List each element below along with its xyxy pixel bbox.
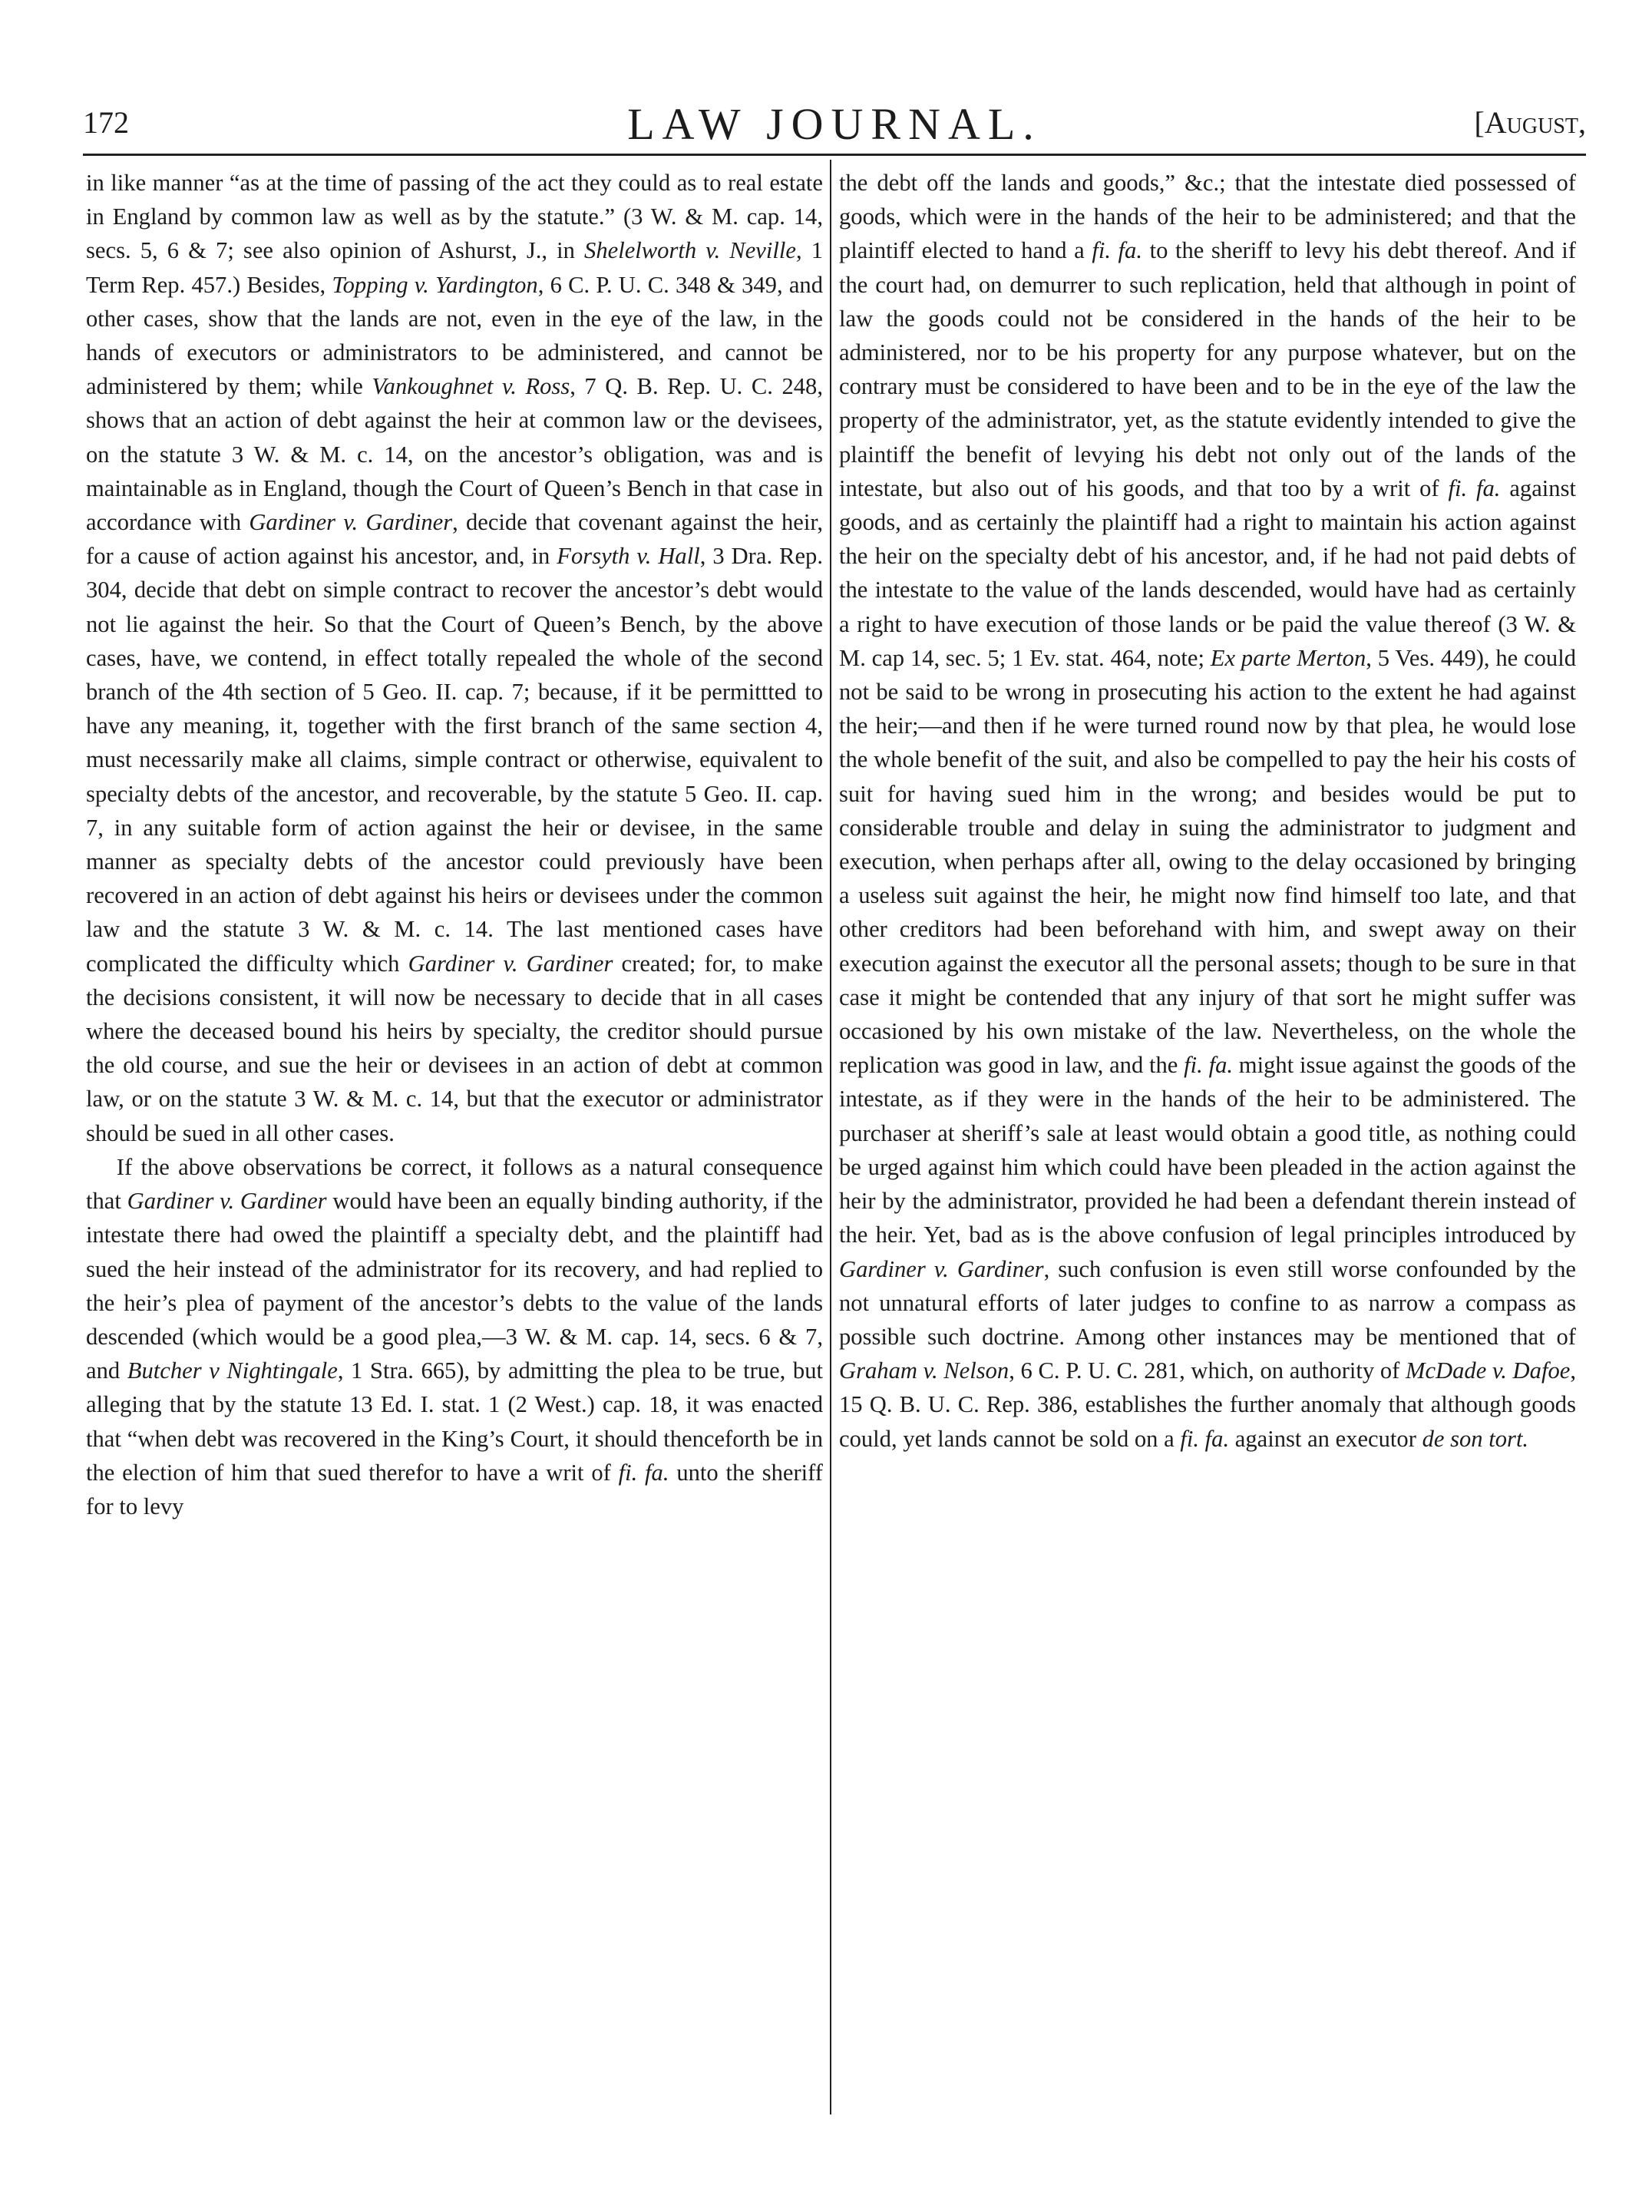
case-citation-text: Gardiner v. Gardiner — [249, 509, 453, 536]
case-citation-text: Butcher v Nightingale — [127, 1357, 338, 1384]
case-citation-text: Ex parte Merton — [1210, 644, 1366, 671]
case-citation-text: Shelelworth v. Neville — [584, 237, 796, 264]
body-text-run: unto the sheriff for to levy — [86, 1459, 823, 1519]
case-citation-text: Gardiner v. Gardiner — [839, 1255, 1044, 1282]
body-text-run: , 6 C. P. U. C. 348 & 349, and other cases, show that the lands are not, even in the eye of the law, in the hands of executors or administrators to be administered, and cannot be administered by them; while — [86, 271, 823, 400]
right-column — [839, 166, 1576, 2116]
page-number: 172 — [83, 105, 129, 140]
body-text-run: to the sheriff to levy his debt thereof. And if the court had, on demurrer to such replication, held that although in point of law the goods could not be considered in the hands of the heir to be administered, nor to be his property for any purpose whatever, but on the contrary must be considered to have been and to be in the eye of the law the property of the administrator, yet, as the statute evidently intended to give the plaintiff the benefit of levying his debt not only out of the lands of the intestate, but also out of his goods, and that too by a writ of — [839, 237, 1576, 501]
body-text-run: , 7 Q. B. Rep. U. C. 248, shows that an action of debt against the heir at common law or the devisees, on the statute 3 W. & M. c. 14, on the ancestor’s obligation, was and is maintainable as in England, though the Court of Queen’s Bench in that case in accordance with — [86, 373, 823, 536]
case-citation-text: Forsyth v. Hall — [557, 543, 700, 570]
case-citation-text: McDade v. Dafoe — [1405, 1357, 1571, 1384]
case-citation-text: Gardiner v. Gardiner — [127, 1188, 327, 1215]
body-text-run: , such confusion is even still worse confounded by the not unnatural efforts of later judges to confine to as narrow a compass as possible such doctrine. Among other instances may be mentioned that of — [839, 1255, 1576, 1350]
case-citation-text: fi. fa. — [1180, 1425, 1230, 1452]
journal-title: LAW JOURNAL. — [627, 99, 1042, 149]
body-text-run: , 15 Q. B. U. C. Rep. 386, establishes the further anomaly that although goods could, yet lands cannot be sold on a — [839, 1357, 1576, 1452]
body-text-run: the debt off the lands and goods,” &c.; that the intestate died possessed of goods, which were in the hands of the heir to be administered; and that the plaintiff elected to hand a — [839, 170, 1576, 264]
body-text-run: , 3 Dra. Rep. 304, decide that debt on simple contract to recover the ancestor’s debt would not lie against the heir. So that the Court of Queen’s Bench, by the above cases, have, we contend, in effect totally repealed the whole of the second branch of the 4th section of 5 Geo. II. cap. 7; because, if it be permittted to have any meaning, it, together with the first branch of the same section 4, must necessarily make all claims, simple contract or otherwise, equivalent to specialty debts of the ancestor, and recoverable, by the statute 5 Geo. II. cap. 7, in any suitable form of action against the heir or devisee, in the same manner as specialty debts of the ancestor could previously have been recovered in an action of debt against his heirs or devisees under the common law and the statute 3 W. & M. c. 14. The last mentioned cases have complicated the difficulty which — [86, 543, 823, 977]
body-text-run: against an executor — [1229, 1425, 1422, 1452]
case-citation-text: fi. fa. — [618, 1459, 669, 1486]
body-text-run: would have been an equally binding authority, if the intestate there had owed the plaintiff a specialty debt, and the plaintiff had sued the heir instead of the administrator for its recovery, and had replied to the heir’s plea of payment of the ancestor’s debts to the value of the lands descended (which would be a good plea,—3 W. & M. cap. 14, secs. 6 & 7, and — [86, 1188, 823, 1384]
case-citation-text: Vankoughnet v. Ross — [372, 373, 570, 400]
body-text-run: against goods, and as certainly the plaintiff had a right to maintain his action against the heir on the specialty debt of his ancestor, and, if he had not paid debts of the intestate to the value of the lands descended, would have had as certainly a right to have execution of those lands or be paid the value thereof (3 W. & M. cap 14, sec. 5; 1 Ev. stat. 464, note; — [839, 474, 1576, 671]
case-citation-text: Topping v. Yardington — [332, 271, 538, 298]
column-rule — [830, 160, 831, 2114]
body-text-run: in like manner “as at the time of passing of the act they could as to real estate in England by common law as well as by the statute.” (3 W. & M. cap. 14, secs. 5, 6 & 7; see also opinion of Ashurst, J., in — [86, 170, 823, 264]
left-paragraph-2 — [86, 1150, 823, 1523]
body-text-run: created; for, to make the decisions consistent, it will now be necessary to decide that in all cases where the deceased bound his heirs by specialty, the creditor should pursue the old course, and sue the heir or devisees in an action of debt at common law, or on the statute 3 W. & M. c. 14, but that the executor or administrator should be sued in all other cases. — [86, 950, 823, 1146]
body-text-run: might issue against the goods of the intestate, as if they were in the hands of the heir to be administered. The purchaser at sheriff’s sale at least would obtain a good title, as nothing could be urged against him which could have been pleaded in the action against the heir by the administrator, provided he had been a defendant therein instead of the heir. Yet, bad as is the above confusion of legal principles introduced by — [839, 1052, 1576, 1248]
issue-month: [August, — [1474, 105, 1586, 140]
body-text-run: , 6 C. P. U. C. 281, which, on authority of — [1009, 1357, 1406, 1384]
case-citation-text: fi. fa. — [1184, 1052, 1234, 1079]
case-citation-text: fi. fa. — [1092, 237, 1142, 264]
case-citation-text: de son tort. — [1422, 1425, 1529, 1452]
case-citation-text: fi. fa. — [1448, 474, 1501, 501]
running-header — [83, 98, 1586, 152]
body-text-run: If the above observations be correct, it follows as a natural consequence that — [86, 1153, 823, 1215]
body-text-run: , decide that covenant against the heir, for a cause of action against his ancestor, and, in — [86, 509, 823, 570]
right-paragraph-1 — [839, 166, 1576, 1456]
case-citation-text: Gardiner v. Gardiner — [408, 950, 613, 977]
body-text-run: , 5 Ves. 449), he could not be said to be wrong in prosecuting his action to the extent he had against the heir;—and then if he were turned round now by that plea, he would lose the whole benefit of the suit, and also be compelled to pay the heir his costs of suit for having sued him in the wrong; and besides would be put to considerable trouble and delay in suing the administrator to judgment and execution, when perhaps after all, owing to the delay occasioned by bringing a useless suit against the heir, he might now find himself too late, and that other creditors had been beforehand with him, and swept away on their execution against the executor all the personal assets; though to be sure in that case it might be contended that any injury of that sort he might suffer was occasioned by his own mistake of the law. Nevertheless, on the whole the replication was good in law, and the — [839, 644, 1576, 1079]
case-citation-text: Graham v. Nelson — [839, 1357, 1009, 1384]
header-rule — [83, 154, 1586, 156]
left-paragraph-1 — [86, 166, 823, 1150]
body-text-run: , 1 Term Rep. 457.) Besides, — [86, 237, 824, 298]
left-column — [86, 166, 823, 2116]
body-text-run: , 1 Stra. 665), by admitting the plea to be true, but alleging that by the statute 13 Ed. I. stat. 1 (2 West.) cap. 18, it was enacted that “when debt was recovered in the King’s Court, it should thenceforth be in the election of him that sued therefor to have a writ of — [86, 1357, 823, 1486]
